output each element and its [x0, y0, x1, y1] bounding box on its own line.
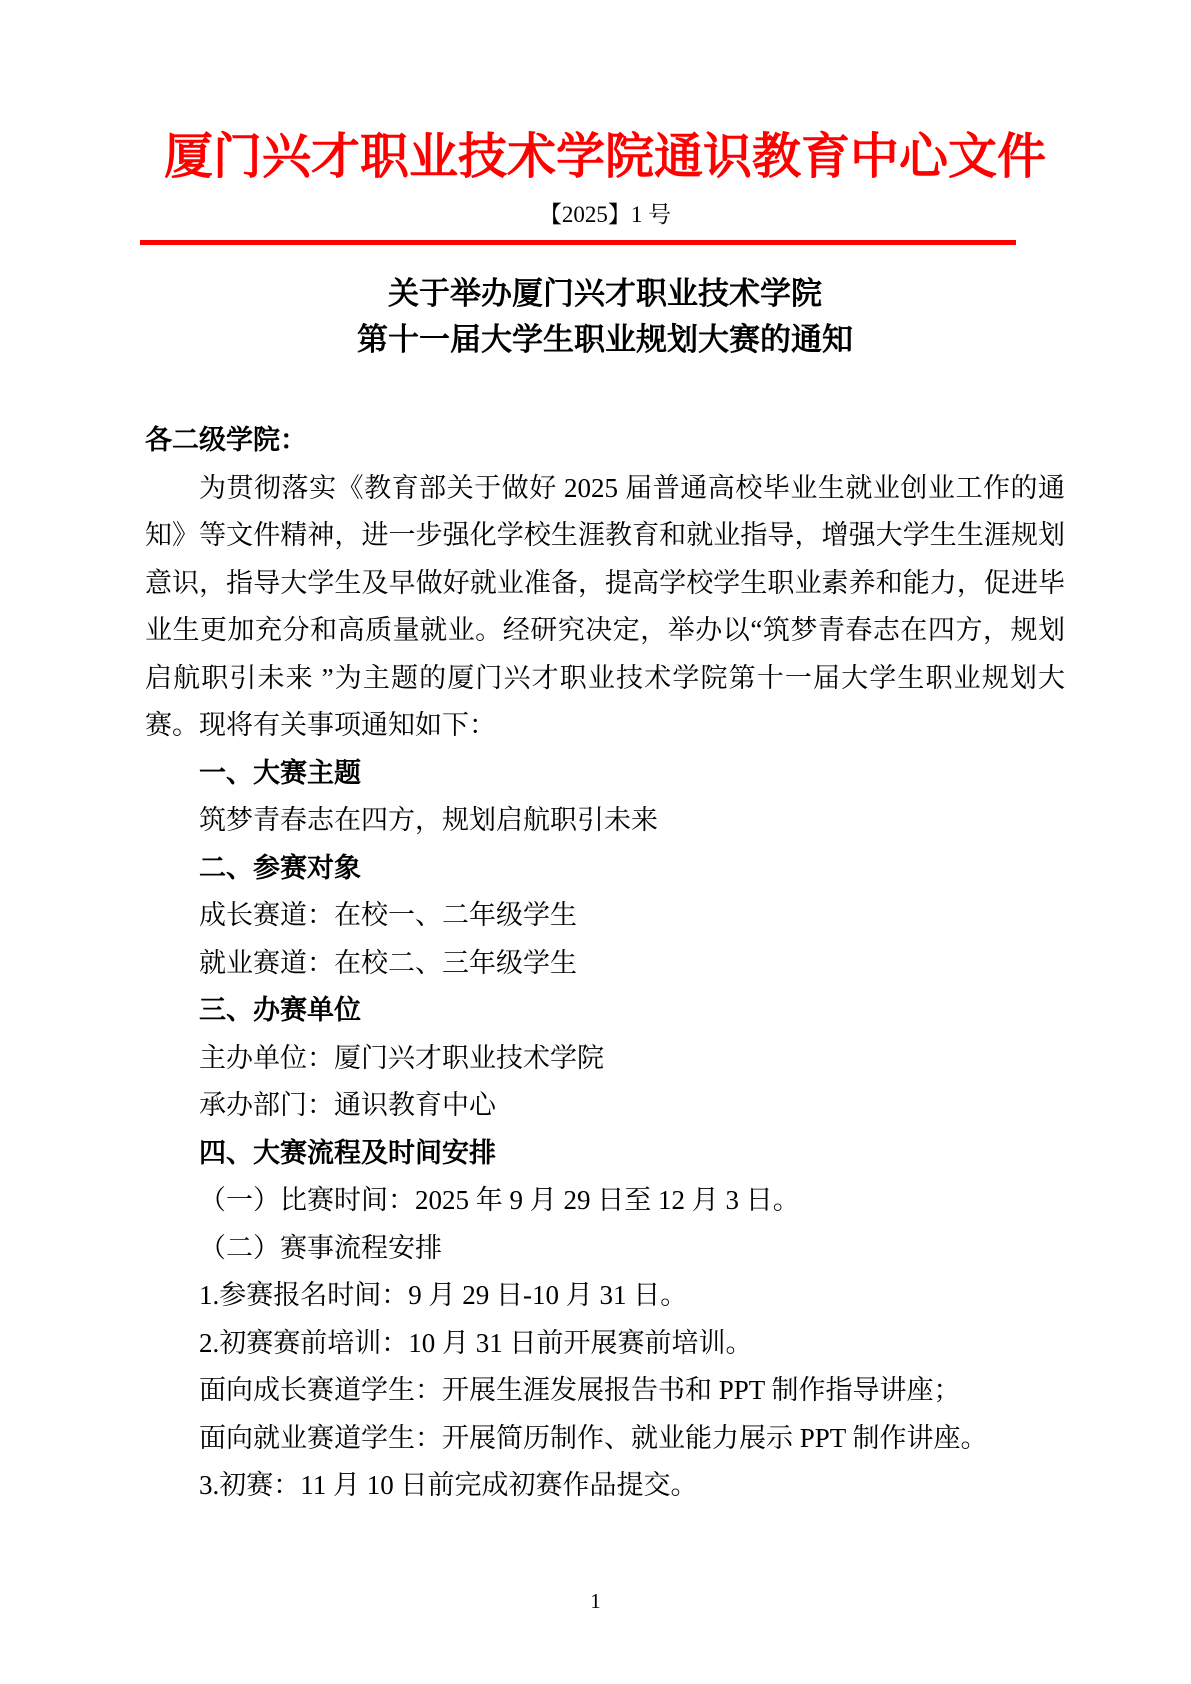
red-divider-rule: [140, 240, 1016, 245]
org-letterhead-title: 厦门兴才职业技术学院通识教育中心文件: [163, 129, 1046, 184]
section-4-line: 3.初赛：11 月 10 日前完成初赛作品提交。: [199, 1470, 698, 1500]
section-3-heading: 三、办赛单位: [199, 995, 361, 1025]
section-1-line: 筑梦青春志在四方，规划启航职引未来: [199, 805, 658, 835]
section-4-line: 2.初赛赛前培训：10 月 31 日前开展赛前培训。: [199, 1327, 753, 1358]
opening-paragraph: 为贯彻落实《教育部关于做好 2025 届普通高校毕业生就业创业工作的通知》等文件精神，进一步强化学校生涯教育和就业指导，增强大学生生涯规划意识，指导大学生及早做好就业准备，提高学校学生职业素养和能力，促进毕业生更加充分和高质量就业。经研究决定，举办以“筑梦青春志在四方，规划启航职引未来 ”为主题的厦门兴才职业技术学院第十一届大学生职业规划大赛。现将有关事项通知如下：: [145, 472, 1065, 740]
section-4-line: 面向就业赛道学生：开展简历制作、就业能力展示 PPT 制作讲座。: [199, 1422, 988, 1453]
section-4-line: （一）比赛时间：2025 年 9 月 29 日至 12 月 3 日。: [199, 1185, 800, 1215]
doc-title-line2: 第十一届大学生职业规划大赛的通知: [357, 322, 853, 357]
section-4-line: 面向成长赛道学生：开展生涯发展报告书和 PPT 制作指导讲座；: [199, 1375, 961, 1405]
section-2-line: 就业赛道：在校二、三年级学生: [199, 947, 577, 978]
section-1-heading: 一、大赛主题: [199, 757, 361, 788]
section-4-heading: 四、大赛流程及时间安排: [199, 1137, 496, 1168]
salutation: 各二级学院：: [145, 425, 307, 455]
document-body: [145, 417, 1065, 1510]
section-2-line: 成长赛道：在校一、二年级学生: [199, 900, 577, 930]
section-3-line: 承办部门：通识教育中心: [199, 1090, 496, 1120]
section-2-heading: 二、参赛对象: [199, 852, 361, 883]
doc-title: [145, 271, 1065, 363]
section-4-line: 1.参赛报名时间：9 月 29 日-10 月 31 日。: [199, 1280, 688, 1310]
section-4-line: （二）赛事流程安排: [199, 1232, 442, 1263]
doc-number: 【2025】1 号: [538, 202, 672, 227]
page-number: 1: [590, 1589, 601, 1613]
doc-title-line1: 关于举办厦门兴才职业技术学院: [388, 276, 822, 311]
section-3-line: 主办单位：厦门兴才职业技术学院: [199, 1042, 604, 1073]
